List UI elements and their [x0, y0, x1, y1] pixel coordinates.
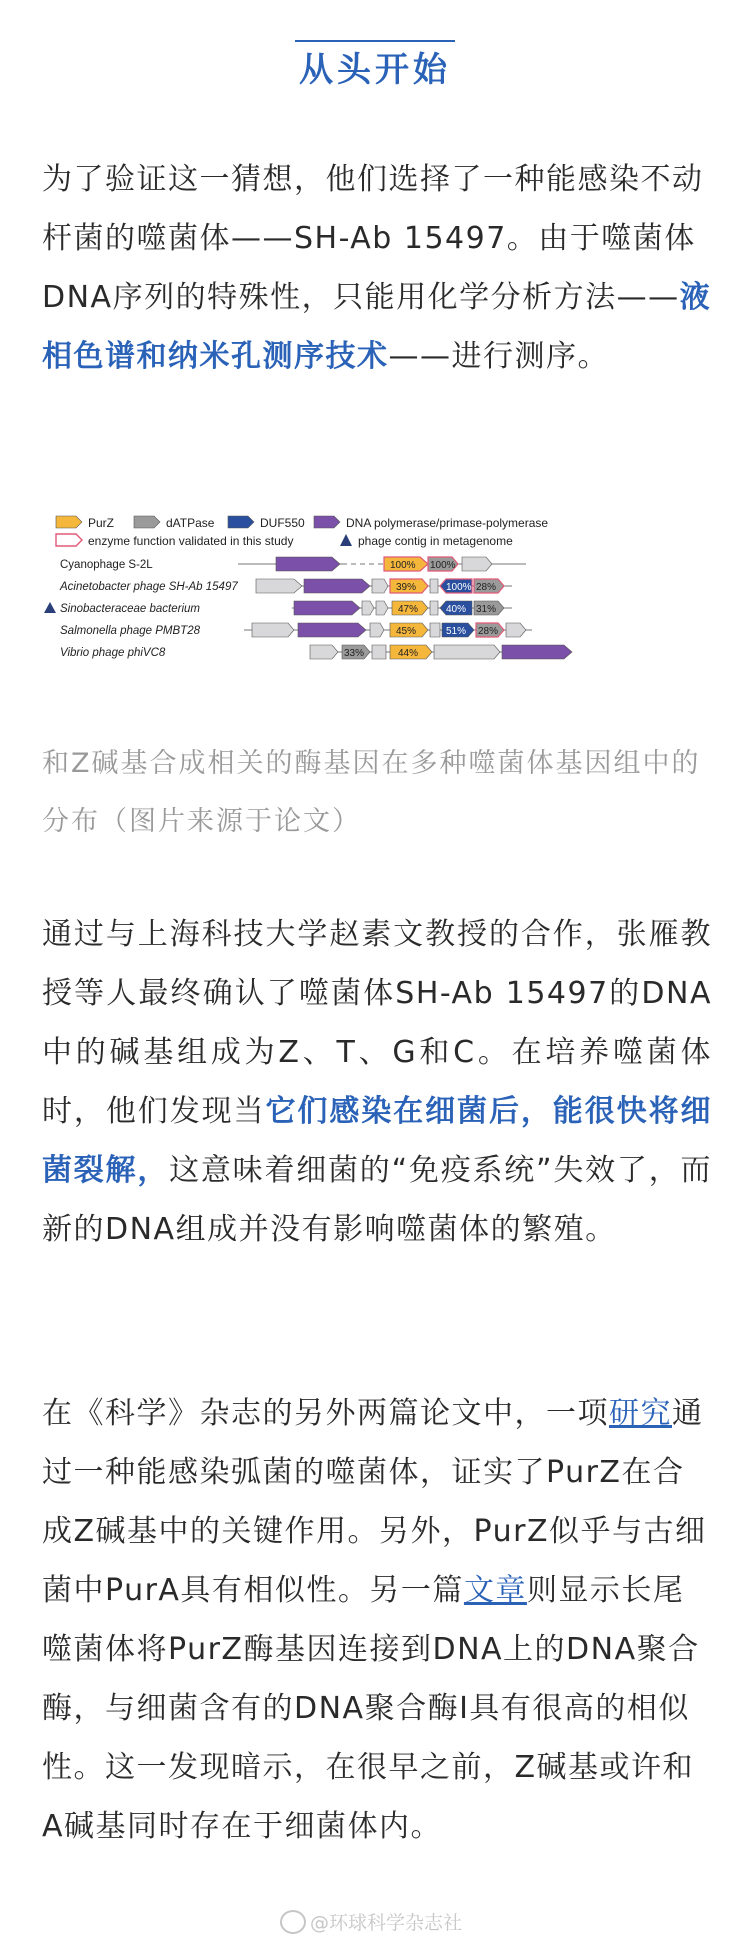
watermark [280, 1908, 462, 1935]
row-label-vibrio: Vibrio phage phiVC8 [60, 647, 166, 659]
row-label-cyanophage: Cyanophage S-2L [60, 559, 153, 571]
svg-text:100%: 100% [446, 582, 472, 593]
legend-duf550-swatch [228, 516, 254, 528]
section-heading: 从头开始 [299, 50, 451, 90]
figure-caption: 和Z碱基合成相关的酶基因在多种噬菌体基因组中的分布（图片来源于论文） [42, 748, 701, 837]
watermark-text: @环球科学杂志社 [310, 1912, 463, 1934]
research-link[interactable]: 研究 [609, 1396, 672, 1431]
gene-track-sinobacteraceae [292, 601, 512, 615]
svg-text:100%: 100% [390, 560, 416, 571]
row-phage-triangle [44, 602, 56, 613]
svg-text:31%: 31% [476, 604, 497, 615]
weibo-icon [280, 1910, 306, 1934]
paragraph-3 [42, 1384, 712, 1856]
row-label-sinobacteraceae: Sinobacteraceae bacterium [60, 603, 200, 615]
row-label-salmonella: Salmonella phage PMBT28 [60, 625, 200, 637]
paragraph-text: 这意味着细菌的“免疫系统”失效了，而新的DNA组成并没有影响噬菌体的繁殖。 [42, 1153, 712, 1247]
svg-text:47%: 47% [398, 604, 419, 615]
legend-enzyme: enzyme function validated in this study [88, 534, 294, 548]
gene-track-acinetobacter [256, 579, 512, 593]
paragraph-text: 通过一种能感染弧菌的噬菌体，证实了PurZ在合成Z碱基中的关键作用。另外，PurZ似乎与古细菌中PurA具有相似性。另一篇 [42, 1396, 707, 1608]
legend-dnapol-swatch [314, 516, 340, 528]
svg-text:100%: 100% [430, 560, 456, 571]
row-label-acinetobacter: Acinetobacter phage SH-Ab 15497 [60, 581, 238, 593]
legend-phage: phage contig in metagenome [358, 534, 513, 548]
paragraph-text: 则显示长尾噬菌体将PurZ酶基因连接到DNA上的DNA聚合酶，与细菌含有的DNA聚合酶I具有很高的相似性。这一发现暗示，在很早之前，Z碱基或许和A碱基同时存在于细菌体内。 [42, 1573, 700, 1844]
svg-text:28%: 28% [478, 626, 499, 637]
svg-text:33%: 33% [344, 648, 365, 659]
legend-enzyme-swatch [56, 534, 82, 546]
legend-dnapol: DNA polymerase/primase-polymerase [346, 516, 549, 530]
paragraph-text: ——进行测序。 [388, 339, 609, 374]
svg-text:44%: 44% [398, 648, 419, 659]
paragraph-text: 为了验证这一猜想，他们选择了一种能感染不动杆菌的噬菌体——SH-Ab 15497。由于噬菌体DNA序列的特殊性，只能用化学分析方法—— [42, 162, 704, 315]
legend-datpase: dATPase [166, 516, 215, 530]
legend-duf550: DUF550 [260, 516, 305, 530]
paragraph-2 [42, 905, 712, 1259]
gene-track-vibrio [310, 645, 572, 659]
gene-distribution-figure [42, 506, 712, 696]
highlight-text: 液相色谱和纳米孔测序技术 [42, 280, 712, 374]
paragraph-text: 通过与上海科技大学赵素文教授的合作，张雁教授等人最终确认了噬菌体SH-Ab 15497的DNA中的碱基组成为Z、T、G和C。在培养噬菌体时，他们发现当 [42, 917, 712, 1129]
svg-text:45%: 45% [396, 626, 417, 637]
legend-datpase-swatch [134, 516, 160, 528]
gene-track-cyanophage [238, 557, 526, 571]
legend-purz: PurZ [88, 516, 115, 530]
svg-text:39%: 39% [396, 582, 417, 593]
gene-track-salmonella [244, 623, 532, 637]
svg-text:51%: 51% [446, 626, 467, 637]
svg-text:28%: 28% [476, 582, 497, 593]
article-link[interactable]: 文章 [463, 1573, 527, 1608]
legend-phage-triangle [340, 534, 352, 546]
paragraph-1 [42, 150, 712, 386]
paragraph-text: 在《科学》杂志的另外两篇论文中，一项 [42, 1396, 609, 1431]
highlight-text: 它们感染在细菌后，能很快将细菌裂解， [42, 1094, 713, 1188]
svg-text:40%: 40% [446, 604, 467, 615]
legend-purz-swatch [56, 516, 82, 528]
